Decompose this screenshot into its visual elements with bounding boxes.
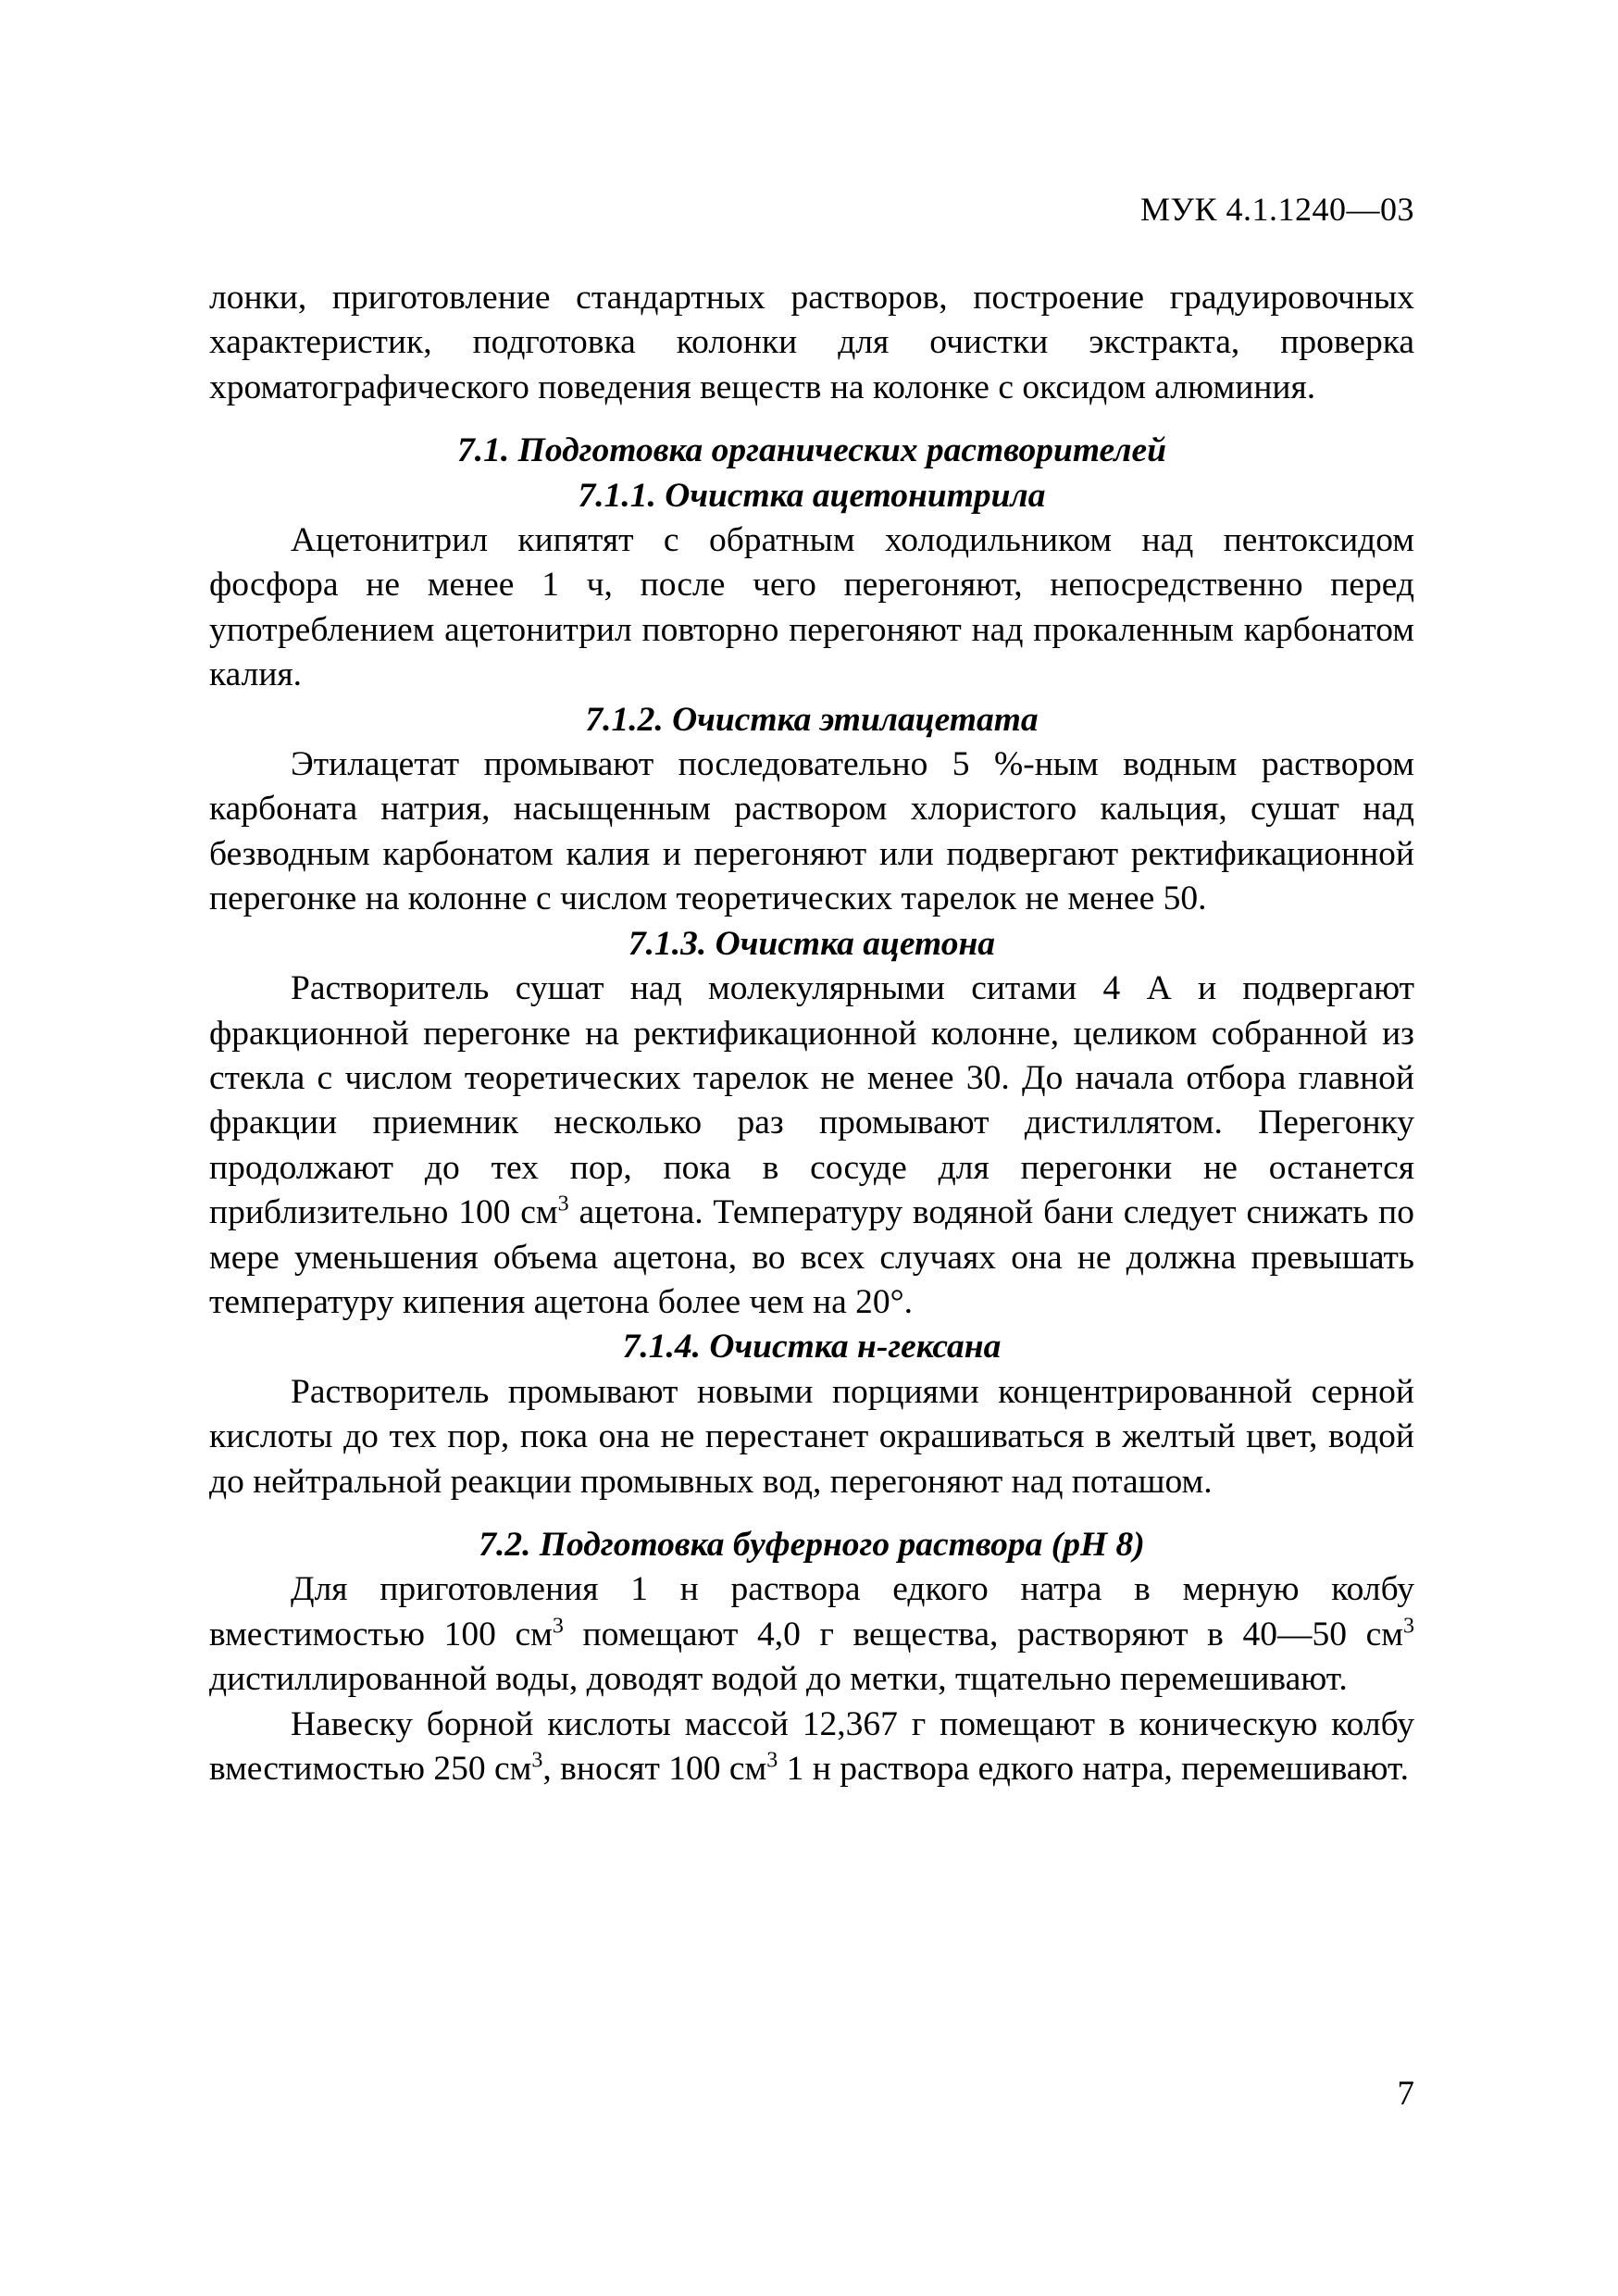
section-7-2-paragraph-1 — [209, 1567, 1414, 1702]
subsection-7-1-2-title: 7.1.2. Очистка этилацетата — [585, 700, 1039, 739]
text-fragment: Для приготовления 1 н раствора едкого натра в мерную колбу вместимостью 100 см — [209, 1570, 1414, 1653]
subsection-7-1-4-text: Растворитель промывают новыми порциями концентрированной серной кислоты до тех пор, пока она не перестанет окрашиваться в желтый цвет, водой до нейтральной реакции промывных вод, перегоняют над поташом. — [209, 1372, 1414, 1501]
text-fragment: ацетона. Температуру водяной бани следует снижать по мере уменьшения объема ацетона, во всех случаях она не должна превышать температуру кипения ацетона более чем на 20°. — [209, 1193, 1414, 1321]
subsection-7-1-1-title: 7.1.1. Очистка ацетонитрила — [578, 476, 1046, 515]
subsection-7-1-2-text: Этилацетат промывают последовательно 5 %-ным водным раствором карбоната натрия, насыщенным раствором хлористого кальция, сушат над безводным карбонатом калия и перегоняют или подвергают ректификационной перегонке на колонне с числом теоретических тарелок не менее 50. — [209, 745, 1414, 918]
text-fragment: 1 н раствора едкого натра, перемешивают. — [778, 1750, 1409, 1788]
document-body — [209, 276, 1414, 1791]
subsection-7-1-3-text — [209, 967, 1414, 1325]
text-fragment: помещают 4,0 г вещества, растворяют в 40—50 см — [563, 1615, 1403, 1653]
text-fragment: , вносят 100 см — [542, 1750, 767, 1788]
superscript: 3 — [531, 1748, 543, 1773]
section-7-1-title: 7.1. Подготовка органических растворителей — [457, 431, 1166, 470]
text-fragment: Растворитель сушат над молекулярными ситами 4 А и подвергают фракционной перегонке на ректификационной колонне, целиком собранной из стекла с числом теоретических тарелок не менее 30. До начала отбора главной фракции приемник несколько раз промывают дистиллятом. Перегонку продолжают до тех пор, пока в сосуде для перегонки не останется приблизительно 100 см — [209, 969, 1414, 1232]
text-fragment: Навеску борной кислоты массой 12,367 г помещают в коническую колбу вместимостью 250 см — [209, 1704, 1414, 1788]
section-7-2-paragraph-2 — [209, 1703, 1414, 1792]
superscript: 3 — [557, 1192, 569, 1217]
subsection-7-1-1-text: Ацетонитрил кипятят с обратным холодильником над пентоксидом фосфора не менее 1 ч, после чего перегоняют, непосредственно перед употреблением ацетонитрил повторно перегоняют над прокаленным карбонатом калия. — [209, 521, 1414, 694]
superscript: 3 — [552, 1614, 564, 1639]
intro-paragraph: лонки, приготовление стандартных растворов, построение градуировочных характеристик, подготовка колонки для очистки экстракта, проверка хроматографического поведения веществ на колонке с оксидом алюминия. — [209, 279, 1414, 406]
superscript: 3 — [766, 1748, 778, 1773]
subsection-7-1-3-title: 7.1.3. Очистка ацетона — [628, 924, 996, 963]
text-fragment: дистиллированной воды, доводят водой до метки, тщательно перемешивают. — [209, 1660, 1348, 1699]
page-number: 7 — [1397, 2075, 1414, 2113]
subsection-7-1-4-title: 7.1.4. Очистка н-гексана — [622, 1328, 1002, 1366]
section-7-2-title: 7.2. Подготовка буферного раствора (рН 8) — [479, 1525, 1145, 1564]
document-code-header: МУК 4.1.1240—03 — [1139, 191, 1414, 228]
superscript: 3 — [1402, 1614, 1414, 1639]
